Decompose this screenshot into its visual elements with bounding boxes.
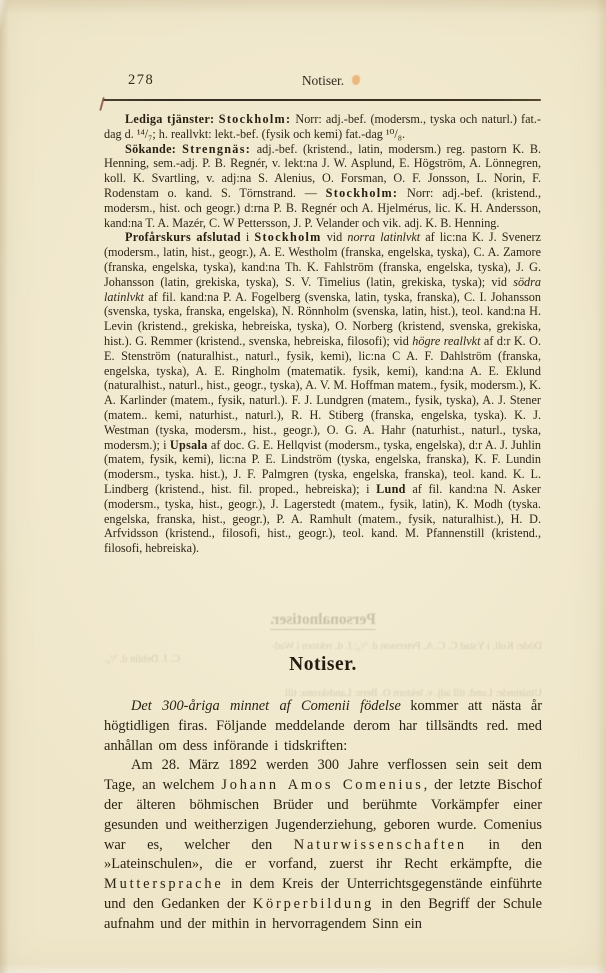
- article-paragraph-intro: [104, 697, 542, 756]
- text-segment: högre reallvkt: [412, 333, 481, 348]
- notice-paragraph-vacancies: [104, 112, 541, 142]
- section-heading-notiser: Notiser.: [289, 654, 357, 675]
- appointments-notices-section: [104, 112, 541, 556]
- text-segment: Naturwissenschaften: [293, 836, 467, 853]
- text-segment: norra latinlvkt: [347, 230, 421, 245]
- text-segment: Norr: adj.-bef. (modersm., tyska och naturl.) fat.-dag d. ¹⁴/₇; h. reallvkt: lekt.-bef. (fysik och kemi) fat.-dag ¹⁰/₈.: [104, 112, 541, 141]
- comenius-article: [104, 697, 542, 935]
- text-segment: Muttersprache: [104, 876, 224, 893]
- text-segment: Stockholm:: [325, 185, 399, 200]
- article-paragraph-german: [104, 756, 542, 934]
- notice-paragraph-applicants: [104, 142, 541, 231]
- text-segment: vid: [321, 230, 348, 245]
- text-segment: af fil. kand:na N. Asker (modersm., tyska, hist., geogr.), J. Lagerstedt (matem., fysik, latin), K. Modh (tyska. engelska, franska, hist., geogr.), P. A. Ramhult (matem., fysik, naturalhist.), H. D. Arfvidsson (kristend., filosofi, hist., geogr.), teol. kand. M. Pfannenstill (kristend., filosofi, hebreiska).: [104, 481, 541, 556]
- bleedthrough-title: Personalnotiser.: [270, 611, 376, 628]
- bleedthrough-line: C. J. Dehlin d. ⁹/₆.: [104, 654, 181, 665]
- text-segment: Stockholm: [254, 230, 322, 245]
- page-header: [104, 72, 542, 92]
- text-segment: Det 300-åriga minnet af Comenii födelse: [131, 698, 401, 714]
- text-segment: af doc. G. E. Hellqvist (modersm., tyska, engelska), d:r A. J. Juhlin (matem, fysik, kemi), lic:na P. E. Lindström (tyska, engelska, franska), K. F. Lundin (modersm., tyska. hist.), J. F. Palmgren (tyska, engelska, franska), teol. kand. K. L. Lindberg (kristend., hist. fil. proped., hebreiska); i: [104, 437, 541, 496]
- text-segment: södra latinlvkt: [104, 274, 541, 304]
- text-segment: Norr: adj.-bef. (kristend., modersm., hist. och geogr.) d:rna P. B. Regnér och A. Hjelmérus, lic. K. H. Andersson, kand:na T. A. Mazér, C. W Pettersson, J. P. Velander och vik. adj. K. B. Henning.: [104, 185, 542, 230]
- text-segment: adj.-bef. (kristend., latin, modersm.) reg. pastorn K. B. Henning, sem.-adj. P. B. Regnér, v. lekt:na J. W. Asplund, E. Högström, A. Lönnegren, koll. K. Svartling, v. adj:na S. Alenius, O. Forsman, O. F. Jonsson, L. Norin, F. Rodenstam o. kand. S. Törnstrand. —: [104, 141, 542, 200]
- text-segment: af fil. kand:na P. A. Fogelberg (svenska, latin, tyska, franska), C. I. Johansson (svenska, tyska, franska, engelska), N. Rönnholm (svenska, latin, hist.), teol. kand:na H. Levin (kristend., grekiska, hebreiska, tyska), O. Norberg (kristend, svenska, grekiska, hist.). G. Remmer (kristend., svenska, hebreiska, filosofi); vid: [104, 289, 541, 348]
- notice-paragraph-trial-year: [104, 230, 541, 556]
- text-segment: Körperbildung: [252, 895, 374, 912]
- page-corner-edge: [0, 0, 32, 114]
- pen-tick-mark: [99, 97, 105, 111]
- text-segment: , der letzte Bischof der älteren böhmischen Brüder und berühmte Vorkämpfer einer gesunden und weitherzigen Jugenderziehung, geboren wurde. Comenius war es, welcher den: [104, 777, 542, 853]
- text-segment: af d:r K. O. E. Stenström (naturalhist., naturl., fysik, kemi), lic:na C A. F. Dahlström (franska, engelska, tyska), A. E. Ringholm (matematik. fysik, kemi), kand:na A. E. Eklund (naturalhist., naturl., hist., geogr., tyska), A. V. M. Hoffman matem., fysik, modersm.), K. A. Karlinder (matem., fysik, naturl.). F. J. Lundgren (matem., fysik, tyska), A. J. Stener (matem.. kemi, naturhist., naturl.), R. H. Stiberg (franska, engelska, tyska). K. J. Westman (tyska, modersm., hist., geogr.), O. G. A. Hahr (naturhist., naturl., tyska, modersm.); i: [104, 333, 541, 452]
- text-segment: Stockholm:: [218, 112, 292, 126]
- text-segment: Lediga tjänster:: [125, 112, 219, 126]
- text-segment: Sökande:: [125, 141, 183, 156]
- text-segment: Am 28. März 1892 werden 300 Jahre verflossen sein seit dem Tage, an welchem: [104, 757, 542, 794]
- text-segment: Lund: [376, 481, 406, 496]
- bleedthrough-line: Döde: Koll. i Ystad C. C. A. Petersson d. ⁹/₆; f. d. rektorn i Wad-: [271, 641, 542, 652]
- text-segment: Johann Amos Comenius: [221, 777, 424, 794]
- text-segment: Profårskurs afslutad: [125, 230, 241, 245]
- text-segment: kommer att nästa år högtidligen firas. Följande meddelande derom har tillsändts red. med anhållan om dess införande i tidskriften:: [104, 698, 542, 754]
- header-rule: [103, 99, 541, 101]
- bleedthrough-line: Utnämnde: Lund: till adj. v. lektorn O. Bern: Landskrona: till: [284, 688, 542, 699]
- text-segment: i: [240, 230, 255, 245]
- text-segment: af lic:na K. J. Svenerz (modersm., latin, hist., geogr.), A. E. Westholm (franska, engelska, tyska), C. A. Zamore (franska, engelska, tyska), kand:na Th. K. Fahlström (franska, engelska, tyska), J. G. Johansson (latin, grekiska, tyska), S. V. Timelius (latin, grekiska, tyska); vid: [104, 230, 541, 289]
- text-segment: Upsala: [169, 437, 208, 452]
- text-segment: in den Begriff der Schule aufnahm und der mithin in hervorragendem Sinn ein: [104, 895, 543, 932]
- text-segment: in den »Lateinschulen», die er vorfand, zuerst ihr Recht erkämpfte, die: [104, 836, 542, 873]
- text-segment: Strengnäs:: [182, 141, 252, 156]
- text-segment: in dem Kreis der Unterrichtsgegenstände einführte und den Gedanken der: [104, 876, 542, 912]
- page-number: 278: [128, 72, 155, 88]
- running-title: Notiser.: [301, 73, 345, 88]
